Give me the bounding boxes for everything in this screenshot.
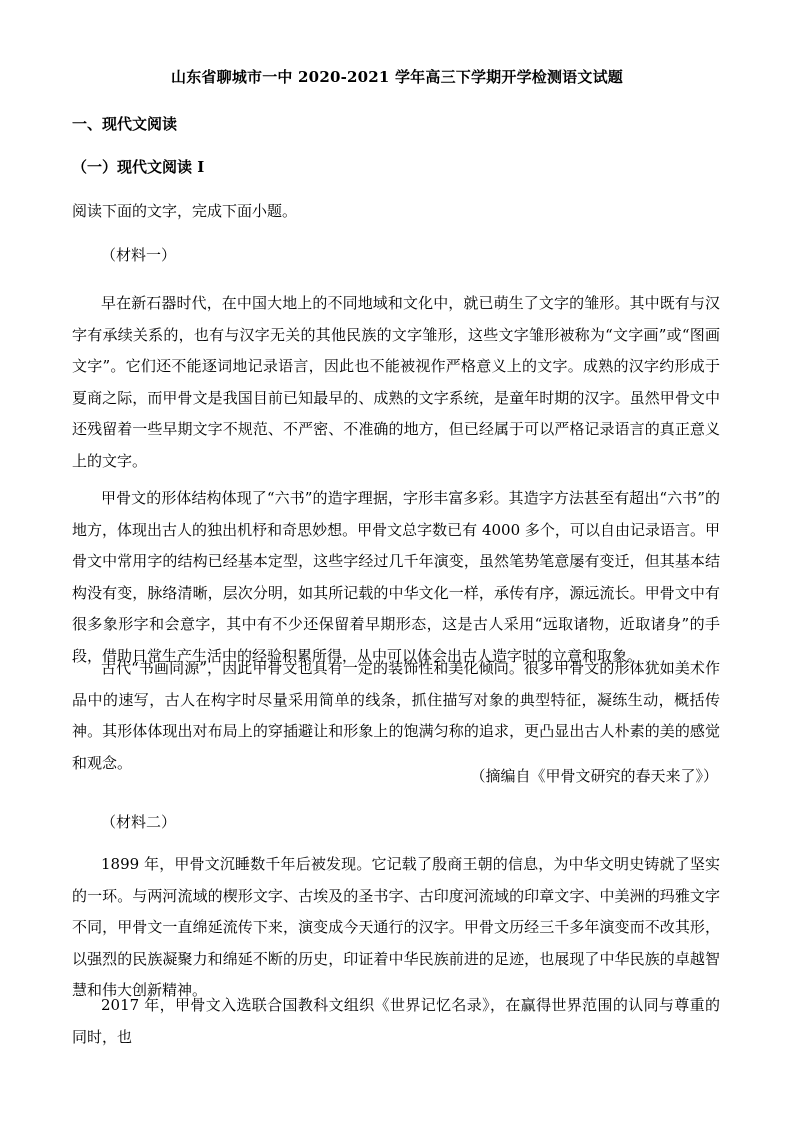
reading-instruction: 阅读下面的文字，完成下面小题。 — [72, 202, 298, 220]
material1-source: （摘编自《甲骨文研究的春天来了》） — [470, 767, 718, 785]
material1-paragraph-2: 甲骨文的形体结构体现了“六书”的造字理据，字形丰富多彩。其造字方法甚至有超出“六书”的地方，体现出古人的独出机杼和奇思妙想。甲骨文总字数已有 4000 多个，可以自由记录语言。甲骨文中常用字的结构已经基本定型，这些字经过几千年演变，虽然笔势笔意屡有变迁，但其基本结构没有变，脉络清晰，层次分明，如其所记载的中华文化一样，承传有序，源远流长。甲骨文中有很多象形字和会意字，其中有不少还保留着早期形态，这是古人采用“远取诸物，近取诸身”的手段，借助日常生产生活中的经验积累所得，从中可以体会出古人造字时的立意和取象。 — [72, 489, 720, 665]
material2-paragraph-2: 2017 年，甲骨文入选联合国教科文组织《世界记忆名录》，在赢得世界范围的认同与尊重的同时，也 — [72, 996, 720, 1046]
document-title: 山东省聊城市一中 2020-2021 学年高三下学期开学检测语文试题 — [171, 68, 623, 86]
subsection-heading: （一）现代文阅读 I — [72, 158, 205, 176]
material1-paragraph-3: 古代“书画同源”，因此甲骨文也具有一定的装饰性和美化倾向。很多甲骨文的形体犹如美术作品中的速写，古人在构字时尽量采用简单的线条，抓住描写对象的典型特征，凝练生动，概括传神。其形体体现出对布局上的穿插避让和形象上的饱满匀称的追求，更凸显出古人朴素的美的感觉和观念。 — [72, 659, 720, 772]
material1-label: （材料一） — [101, 246, 177, 264]
material1-paragraph-1: 早在新石器时代，在中国大地上的不同地域和文化中，就已萌生了文字的雏形。其中既有与汉字有承续关系的，也有与汉字无关的其他民族的文字雏形，这些文字雏形被称为“文字画”或“图画文字”。它们还不能逐词地记录语言，因此也不能被视作严格意义上的文字。成熟的汉字约形成于夏商之际，而甲骨文是我国目前已知最早的、成熟的文字系统，是童年时期的汉字。虽然甲骨文中还残留着一些早期文字不规范、不严密、不准确的地方，但已经属于可以严格记录语言的真正意义上的文字。 — [72, 294, 720, 470]
material2-paragraph-1: 1899 年，甲骨文沉睡数千年后被发现。它记载了殷商王朝的信息，为中华文明史铸就了坚实的一环。与两河流域的楔形文字、古埃及的圣书字、古印度河流域的印章文字、中美洲的玛雅文字不同，甲骨文一直绵延流传下来，演变成今天通行的汉字。甲骨文历经三千多年演变而不改其形，以强烈的民族凝聚力和绵延不断的历史，印证着中华民族前进的足迹，也展现了中华民族的卓越智慧和伟大创新精神。 — [72, 855, 720, 999]
section-heading: 一、现代文阅读 — [72, 115, 178, 133]
material2-label: （材料二） — [101, 813, 177, 831]
